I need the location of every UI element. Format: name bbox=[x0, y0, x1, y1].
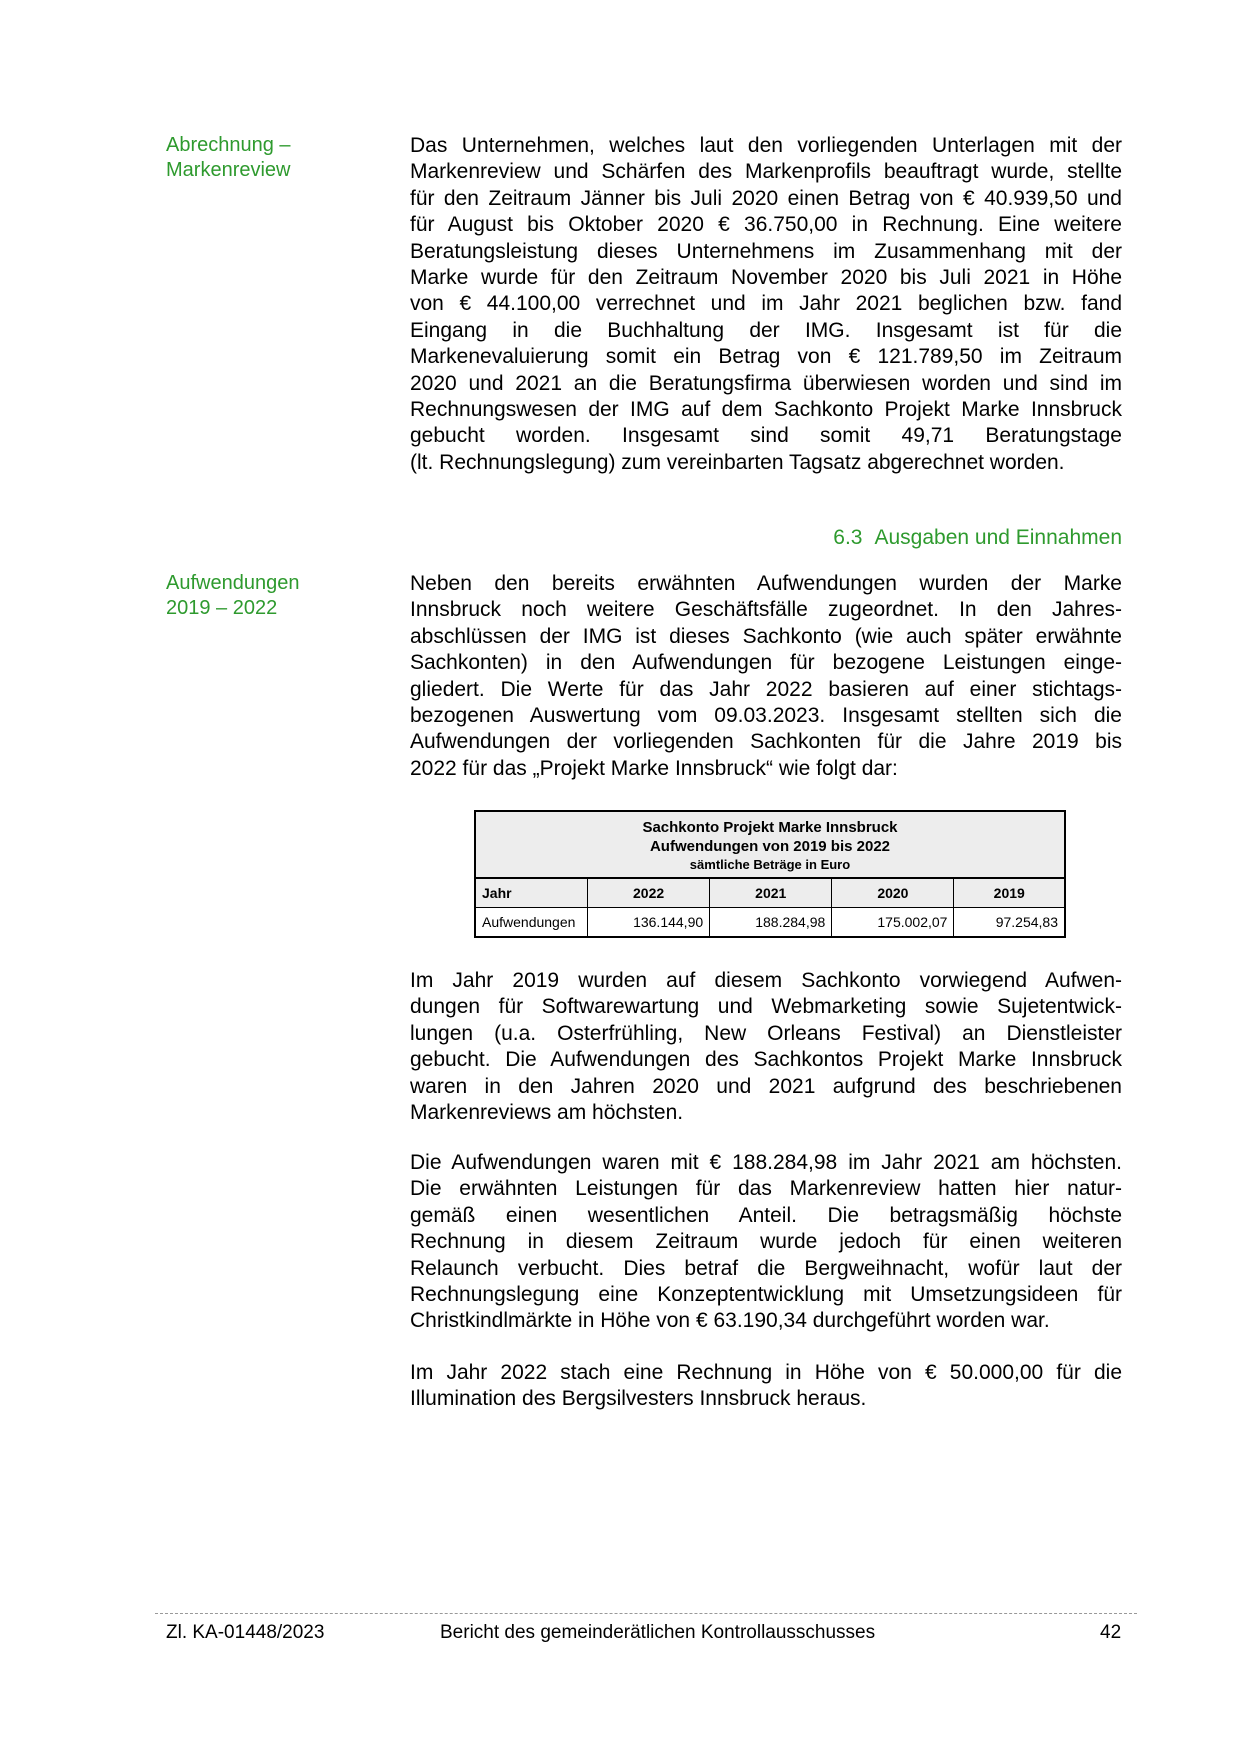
paragraph-2019 bbox=[410, 968, 1122, 1126]
text-line: Christkindlmärkte in Höhe von € 63.190,34 durchgeführt worden war. bbox=[410, 1309, 1050, 1333]
table-title-line: Aufwendungen von 2019 bis 2022 bbox=[649, 838, 891, 855]
text-line: Marke wurde für den Zeitraum November 2020 bis Juli 2021 in Höhe bbox=[410, 266, 1122, 290]
table-header-row bbox=[476, 879, 1064, 908]
paragraph-2021 bbox=[410, 1150, 1122, 1335]
text-line: waren in den Jahren 2020 und 2021 aufgrund des beschriebenen bbox=[410, 1074, 1122, 1098]
table-title bbox=[476, 812, 1064, 878]
table-header-cell: 2019 bbox=[954, 879, 1064, 908]
text-line: Markenreview und Schärfen des Markenprofils beauftragt wurde, stellte bbox=[410, 160, 1122, 184]
margin-note-line: Aufwendungen bbox=[166, 572, 300, 594]
page-number: 42 bbox=[1100, 1622, 1122, 1643]
text-line: Beratungsleistung dieses Unternehmens im Zusammenhang mit der bbox=[410, 239, 1122, 263]
table-header-cell: 2022 bbox=[588, 879, 710, 908]
text-line: Das Unternehmen, welches laut den vorliegenden Unterlagen mit der bbox=[410, 134, 1122, 157]
margin-note-line: Abrechnung – bbox=[166, 134, 291, 156]
text-line: Markenevaluierung somit ein Betrag von € 121.789,50 im Zeitraum bbox=[410, 345, 1122, 369]
paragraph-markenreview bbox=[410, 133, 1122, 476]
footer-divider bbox=[155, 1613, 1137, 1614]
text-line: von € 44.100,00 verrechnet und im Jahr 2021 beglichen bzw. fand bbox=[410, 292, 1122, 316]
text-line: Die Aufwendungen waren mit € 188.284,98 im Jahr 2021 am höchsten. bbox=[410, 1151, 1122, 1174]
margin-note-line: 2019 – 2022 bbox=[166, 597, 278, 619]
text-line: Die erwähnten Leistungen für das Markenreview hatten hier natur- bbox=[410, 1177, 1122, 1201]
text-line: Aufwendungen der vorliegenden Sachkonten für die Jahre 2019 bis bbox=[410, 730, 1122, 754]
text-line: abschlüssen der IMG ist dieses Sachkonto (wie auch später erwähnte bbox=[410, 624, 1122, 648]
table-cell: 136.144,90 bbox=[588, 908, 710, 937]
text-line: Sachkonten) in den Aufwendungen für bezogene Leistungen einge- bbox=[410, 651, 1122, 675]
table-cell: 188.284,98 bbox=[710, 908, 832, 937]
section-number: 6.3 bbox=[833, 526, 863, 549]
expenses-table-grid bbox=[476, 878, 1064, 936]
text-line: Illumination des Bergsilvesters Innsbruck heraus. bbox=[410, 1387, 867, 1411]
text-line: Markenreviews am höchsten. bbox=[410, 1101, 684, 1125]
footer-reference: Zl. KA-01448/2023 bbox=[166, 1622, 325, 1643]
text-line: (lt. Rechnungslegung) zum vereinbarten Tagsatz abgerechnet worden. bbox=[410, 450, 1065, 474]
text-line: lungen (u.a. Osterfrühling, New Orleans Festival) an Dienstleister bbox=[410, 1021, 1122, 1045]
table-cell: 175.002,07 bbox=[832, 908, 954, 937]
text-line: Rechnungswesen der IMG auf dem Sachkonto Projekt Marke Innsbruck bbox=[410, 398, 1122, 422]
section-title: Ausgaben und Einnahmen bbox=[874, 526, 1122, 549]
table-row bbox=[476, 908, 1064, 937]
margin-note-line: Markenreview bbox=[166, 159, 291, 181]
text-line: Rechnungslegung eine Konzeptentwicklung mit Umsetzungsideen für bbox=[410, 1283, 1122, 1307]
table-cell: 97.254,83 bbox=[954, 908, 1064, 937]
paragraph-2022 bbox=[410, 1360, 1122, 1413]
text-line: gemäß einen wesentlichen Anteil. Die betragsmäßig höchste bbox=[410, 1203, 1122, 1227]
text-line: gliedert. Die Werte für das Jahr 2022 basieren auf einer stichtags- bbox=[410, 677, 1122, 701]
text-line: für August bis Oktober 2020 € 36.750,00 in Rechnung. Eine weitere bbox=[410, 213, 1122, 237]
section-heading bbox=[700, 524, 1122, 552]
table-header-cell: 2021 bbox=[710, 879, 832, 908]
margin-note-aufwendungen bbox=[166, 571, 356, 621]
table-cell: Aufwendungen bbox=[476, 908, 588, 937]
text-line: Relaunch verbucht. Dies betraf die Bergweihnacht, wofür laut der bbox=[410, 1256, 1122, 1280]
text-line: dungen für Softwarewartung und Webmarketing sowie Sujetentwick- bbox=[410, 995, 1122, 1019]
table-header-cell: Jahr bbox=[476, 879, 588, 908]
footer-title: Bericht des gemeinderätlichen Kontrollausschusses bbox=[440, 1622, 876, 1643]
expenses-table bbox=[474, 810, 1066, 938]
table-header-cell: 2020 bbox=[832, 879, 954, 908]
text-line: gebucht worden. Insgesamt sind somit 49,71 Beratungstage bbox=[410, 424, 1122, 448]
text-line: Innsbruck noch weitere Geschäftsfälle zugeordnet. In den Jahres- bbox=[410, 598, 1122, 622]
text-line: gebucht. Die Aufwendungen des Sachkontos Projekt Marke Innsbruck bbox=[410, 1048, 1122, 1072]
table-title-line: Sachkonto Projekt Marke Innsbruck bbox=[642, 819, 898, 836]
text-line: Neben den bereits erwähnten Aufwendungen wurden der Marke bbox=[410, 572, 1122, 595]
table-subtitle: sämtliche Beträge in Euro bbox=[689, 857, 851, 872]
text-line: 2022 für das „Projekt Marke Innsbruck“ wie folgt dar: bbox=[410, 756, 898, 780]
text-line: Rechnung in diesem Zeitraum wurde jedoch für einen weiteren bbox=[410, 1230, 1122, 1254]
margin-note-abrechnung bbox=[166, 133, 356, 183]
text-line: Im Jahr 2019 wurden auf diesem Sachkonto vorwiegend Aufwen- bbox=[410, 969, 1122, 992]
text-line: bezogenen Auswertung vom 09.03.2023. Insgesamt stellten sich die bbox=[410, 704, 1122, 728]
text-line: Eingang in die Buchhaltung der IMG. Insgesamt ist für die bbox=[410, 318, 1122, 342]
text-line: für den Zeitraum Jänner bis Juli 2020 einen Betrag von € 40.939,50 und bbox=[410, 186, 1122, 210]
text-line: 2020 und 2021 an die Beratungsfirma überwiesen worden und sind im bbox=[410, 371, 1122, 395]
text-line: Im Jahr 2022 stach eine Rechnung in Höhe von € 50.000,00 für die bbox=[410, 1361, 1122, 1384]
paragraph-aufwendungen-intro bbox=[410, 571, 1122, 782]
